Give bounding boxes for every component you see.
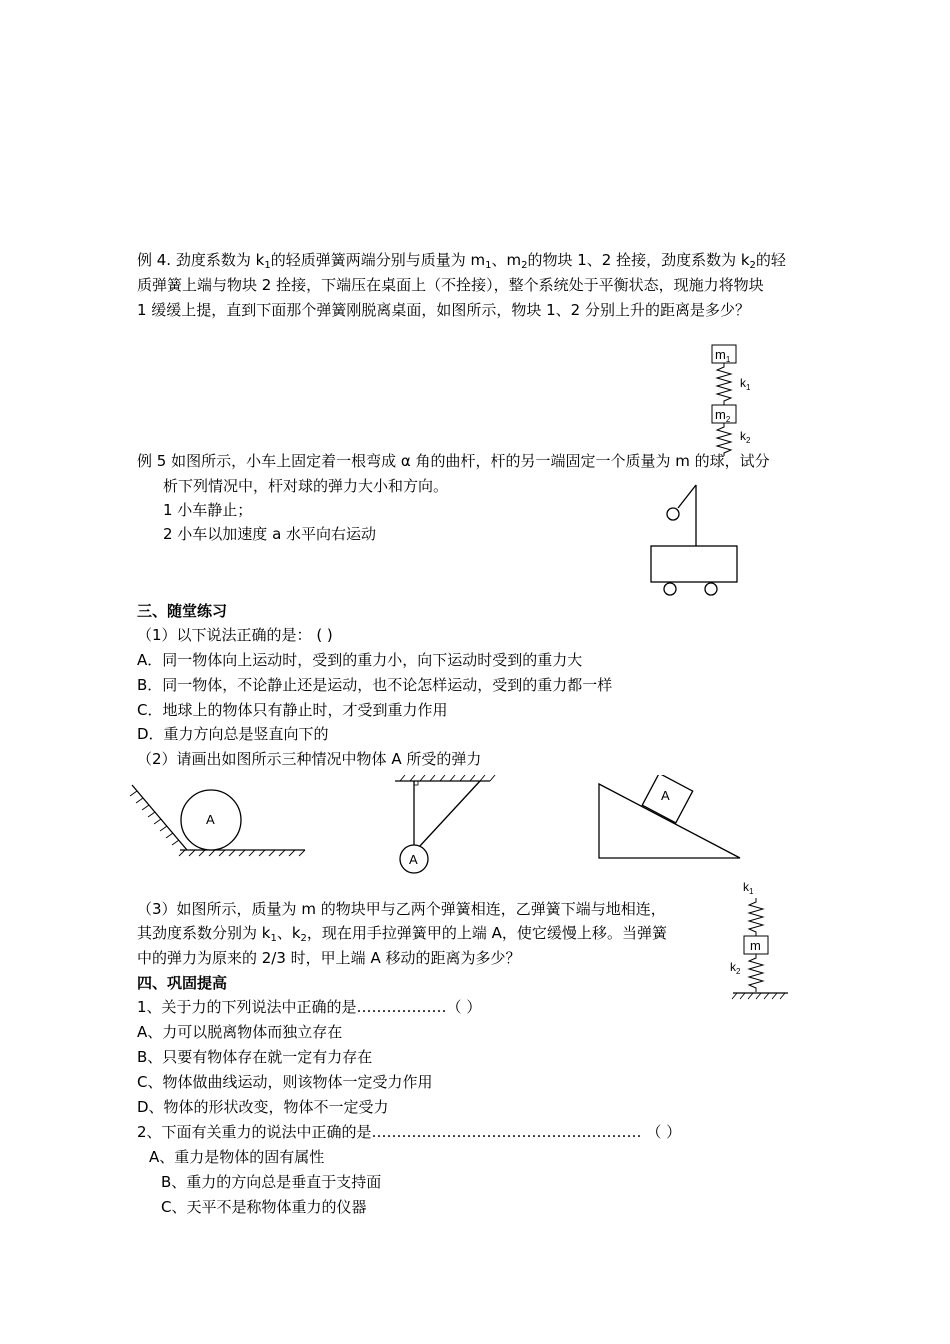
- s4-q1-option-b: B、只要有物体存在就一定有力存在: [137, 1048, 373, 1066]
- s3-fig1-label: A: [206, 812, 215, 827]
- s3-fig2-label: A: [409, 852, 418, 867]
- section-4-title: 四、巩固提高: [137, 974, 228, 992]
- s3-fig-ball-slope: [125, 780, 315, 860]
- s3-q3-line-1: （3）如图所示，质量为 m 的物块甲与乙两个弹簧相连，乙弹簧下端与地相连，: [137, 900, 666, 918]
- ex4-line-3: 1 缓缓上提，直到下面那个弹簧刚脱离桌面，如图所示，物块 1、2 分别上升的距离是多少？: [137, 301, 750, 319]
- s3-q3-line-3: 中的弹力为原来的 2/3 时，甲上端 A 移动的距离为多少？: [137, 949, 521, 967]
- s3-q2: （2）请画出如图所示三种情况中物体 A 所受的弹力: [137, 750, 482, 768]
- ex4-spring-figure: [700, 340, 780, 460]
- s3-q3-line-2: 其劲度系数分别为 $k_1$、$k_2$，现在用手拉弹簧甲的上端 A，使它缓慢上移。当弹簧: [137, 924, 667, 944]
- s3-fig3-label: A: [661, 788, 670, 803]
- s3-fig-k2-label: $k_2$: [730, 960, 741, 976]
- s3-fig-hanging-ball: [390, 775, 500, 880]
- ex5-cart-body: [651, 546, 737, 582]
- s4-q2-option-c: C、天平不是称物体重力的仪器: [161, 1198, 367, 1216]
- s4-q2: 2、下面有关重力的说法中正确的是……………………………………………… （ ）: [137, 1123, 682, 1141]
- s3-fig-m-label: m: [750, 938, 761, 953]
- ex4-line-1: 例 4. 劲度系数为 $k_1$的轻质弹簧两端分别与质量为 $m_1$、$m_2$的物块 1、2 拴接，劲度系数为 $k_2$的轻: [137, 251, 786, 271]
- s3-q1: （1）以下说法正确的是： ( ): [137, 626, 333, 644]
- ex5-wheel-right: [705, 583, 717, 595]
- s4-q1-option-c: C、物体做曲线运动，则该物体一定受力作用: [137, 1073, 433, 1091]
- ex4-k2-label: $k_2$: [740, 429, 751, 445]
- s3-fig-spring-k2: [749, 954, 763, 992]
- ex5-wheel-left: [664, 583, 676, 595]
- ex5-line-1: 例 5 如图所示，小车上固定着一根弯成 α 角的曲杆，杆的另一端固定一个质量为 m 的球，试分: [137, 452, 770, 470]
- section-3-title: 三、随堂练习: [137, 602, 228, 620]
- s3-q1-option-b: B．同一物体，不论静止还是运动，也不论怎样运动，受到的重力都一样: [137, 676, 613, 694]
- ex4-m1-label: $m_1$: [715, 347, 731, 364]
- s4-q1-option-d: D、物体的形状改变，物体不一定受力: [137, 1098, 389, 1116]
- s3-q3-spring-figure: [725, 878, 795, 1003]
- ex4-m2-label: $m_2$: [715, 407, 731, 424]
- ex4-line-2: 质弹簧上端与物块 2 拴接，下端压在桌面上（不拴接），整个系统处于平衡状态，现施力将物块: [137, 276, 764, 294]
- s3-fig-k1-label: $k_1$: [743, 880, 754, 896]
- s3-q1-option-d: D．重力方向总是竖直向下的: [137, 725, 329, 743]
- ex5-cart-figure: [640, 480, 750, 600]
- ex5-line-3: 1 小车静止；: [163, 501, 253, 519]
- ex5-ball: [667, 508, 679, 520]
- ex5-line-4: 2 小车以加速度 a 水平向右运动: [163, 525, 377, 543]
- s4-q1-option-a: A、力可以脱离物体而独立存在: [137, 1023, 343, 1041]
- s3-q1-option-a: A．同一物体向上运动时，受到的重力小，向下运动时受到的重力大: [137, 651, 583, 669]
- s3-fig-incline: [590, 775, 750, 865]
- s4-q2-option-a: A、重力是物体的固有属性: [149, 1148, 325, 1166]
- s3-q1-option-c: C．地球上的物体只有静止时，才受到重力作用: [137, 701, 448, 719]
- s4-q2-option-b: B、重力的方向总是垂直于支持面: [161, 1173, 382, 1191]
- ex5-line-2: 析下列情况中，杆对球的弹力大小和方向。: [163, 477, 449, 495]
- ex4-spring-k1: [717, 363, 731, 405]
- s3-fig-spring-k1: [749, 898, 763, 936]
- s4-q1: 1、关于力的下列说法中正确的是………………（ ）: [137, 998, 482, 1016]
- ex4-k1-label: $k_1$: [740, 376, 751, 392]
